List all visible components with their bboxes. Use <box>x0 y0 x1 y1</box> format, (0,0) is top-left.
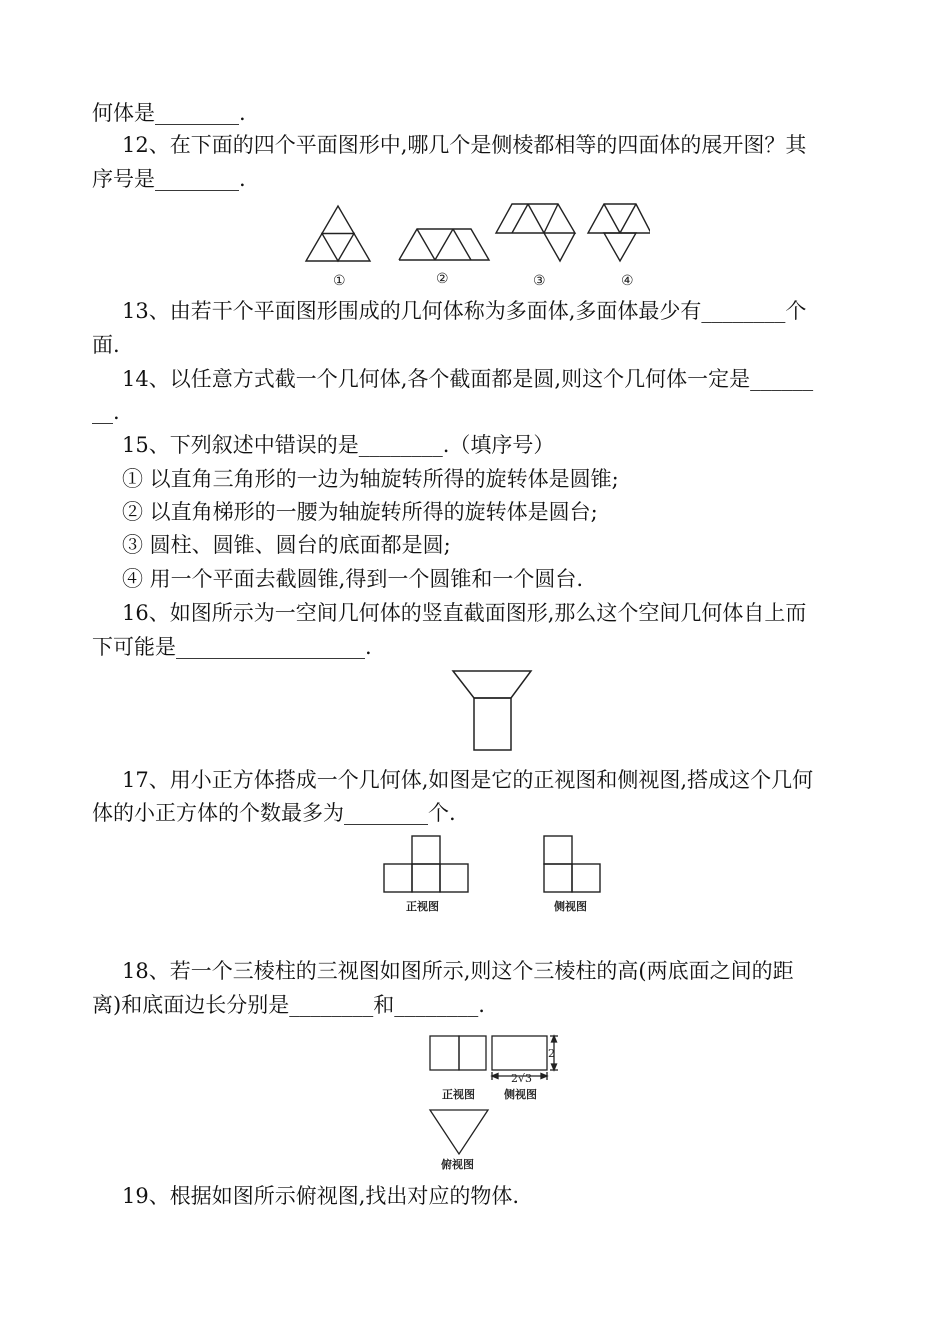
question-13-line2: 面. <box>92 333 120 357</box>
figure-18-three-views <box>426 1030 566 1179</box>
side-view-caption: 侧视图 <box>504 1088 537 1101</box>
text-line: 何体是________. <box>92 101 246 125</box>
question-17-line2: 体的小正方体的个数最多为________个. <box>92 801 456 825</box>
net-label: ④ <box>621 273 634 289</box>
question-18-line2: 离)和底面边长分别是________和________. <box>92 993 485 1017</box>
figure-12-nets <box>300 198 650 294</box>
question-14-line1: 14、以任意方式截一个几何体,各个截面都是圆,则这个几何体一定是______ <box>122 367 814 391</box>
question-15-line1: 15、下列叙述中错误的是________.（填序号） <box>122 433 555 457</box>
question-17-line1: 17、用小正方体搭成一个几何体,如图是它的正视图和侧视图,搭成这个几何 <box>122 768 814 792</box>
top-view-caption: 俯视图 <box>441 1158 474 1171</box>
option-4: ④ 用一个平面去截圆锥,得到一个圆锥和一个圆台. <box>122 567 584 591</box>
option-2: ② 以直角梯形的一腰为轴旋转所得的旋转体是圆台; <box>122 500 598 524</box>
side-view-caption: 侧视图 <box>554 900 587 913</box>
question-13-line1: 13、由若干个平面图形围成的几何体称为多面体,多面体最少有________个 <box>122 299 807 323</box>
net-label: ① <box>333 273 346 289</box>
question-16-line1: 16、如图所示为一空间几何体的竖直截面图形,那么这个空间几何体自上而 <box>122 601 807 625</box>
option-3: ③ 圆柱、圆锥、圆台的底面都是圆; <box>122 533 451 557</box>
top-view-triangle <box>430 1110 488 1154</box>
front-view-caption: 正视图 <box>406 900 439 913</box>
net-4 <box>588 204 650 233</box>
question-14-line2: __. <box>92 400 120 424</box>
height-label: 2 <box>548 1047 555 1060</box>
net-label: ③ <box>533 273 546 289</box>
net-label: ② <box>436 271 449 287</box>
front-view-caption: 正视图 <box>442 1088 475 1101</box>
rectangle-shape <box>474 698 511 750</box>
trapezoid-shape <box>453 671 531 698</box>
question-18-line1: 18、若一个三棱柱的三视图如图所示,则这个三棱柱的高(两底面之间的距 <box>122 959 794 983</box>
question-12-line1: 12、在下面的四个平面图形中,哪几个是侧棱都相等的四面体的展开图？其 <box>122 133 807 157</box>
question-19-line1: 19、根据如图所示俯视图,找出对应的物体. <box>122 1184 520 1208</box>
question-16-line2: 下可能是__________________. <box>92 635 372 659</box>
figure-17-views <box>380 834 610 920</box>
width-label: 2√3 <box>511 1072 533 1085</box>
option-1: ① 以直角三角形的一边为轴旋转所得的旋转体是圆锥; <box>122 467 619 491</box>
figure-16-section <box>450 668 534 758</box>
question-12-line2: 序号是________. <box>92 167 246 191</box>
